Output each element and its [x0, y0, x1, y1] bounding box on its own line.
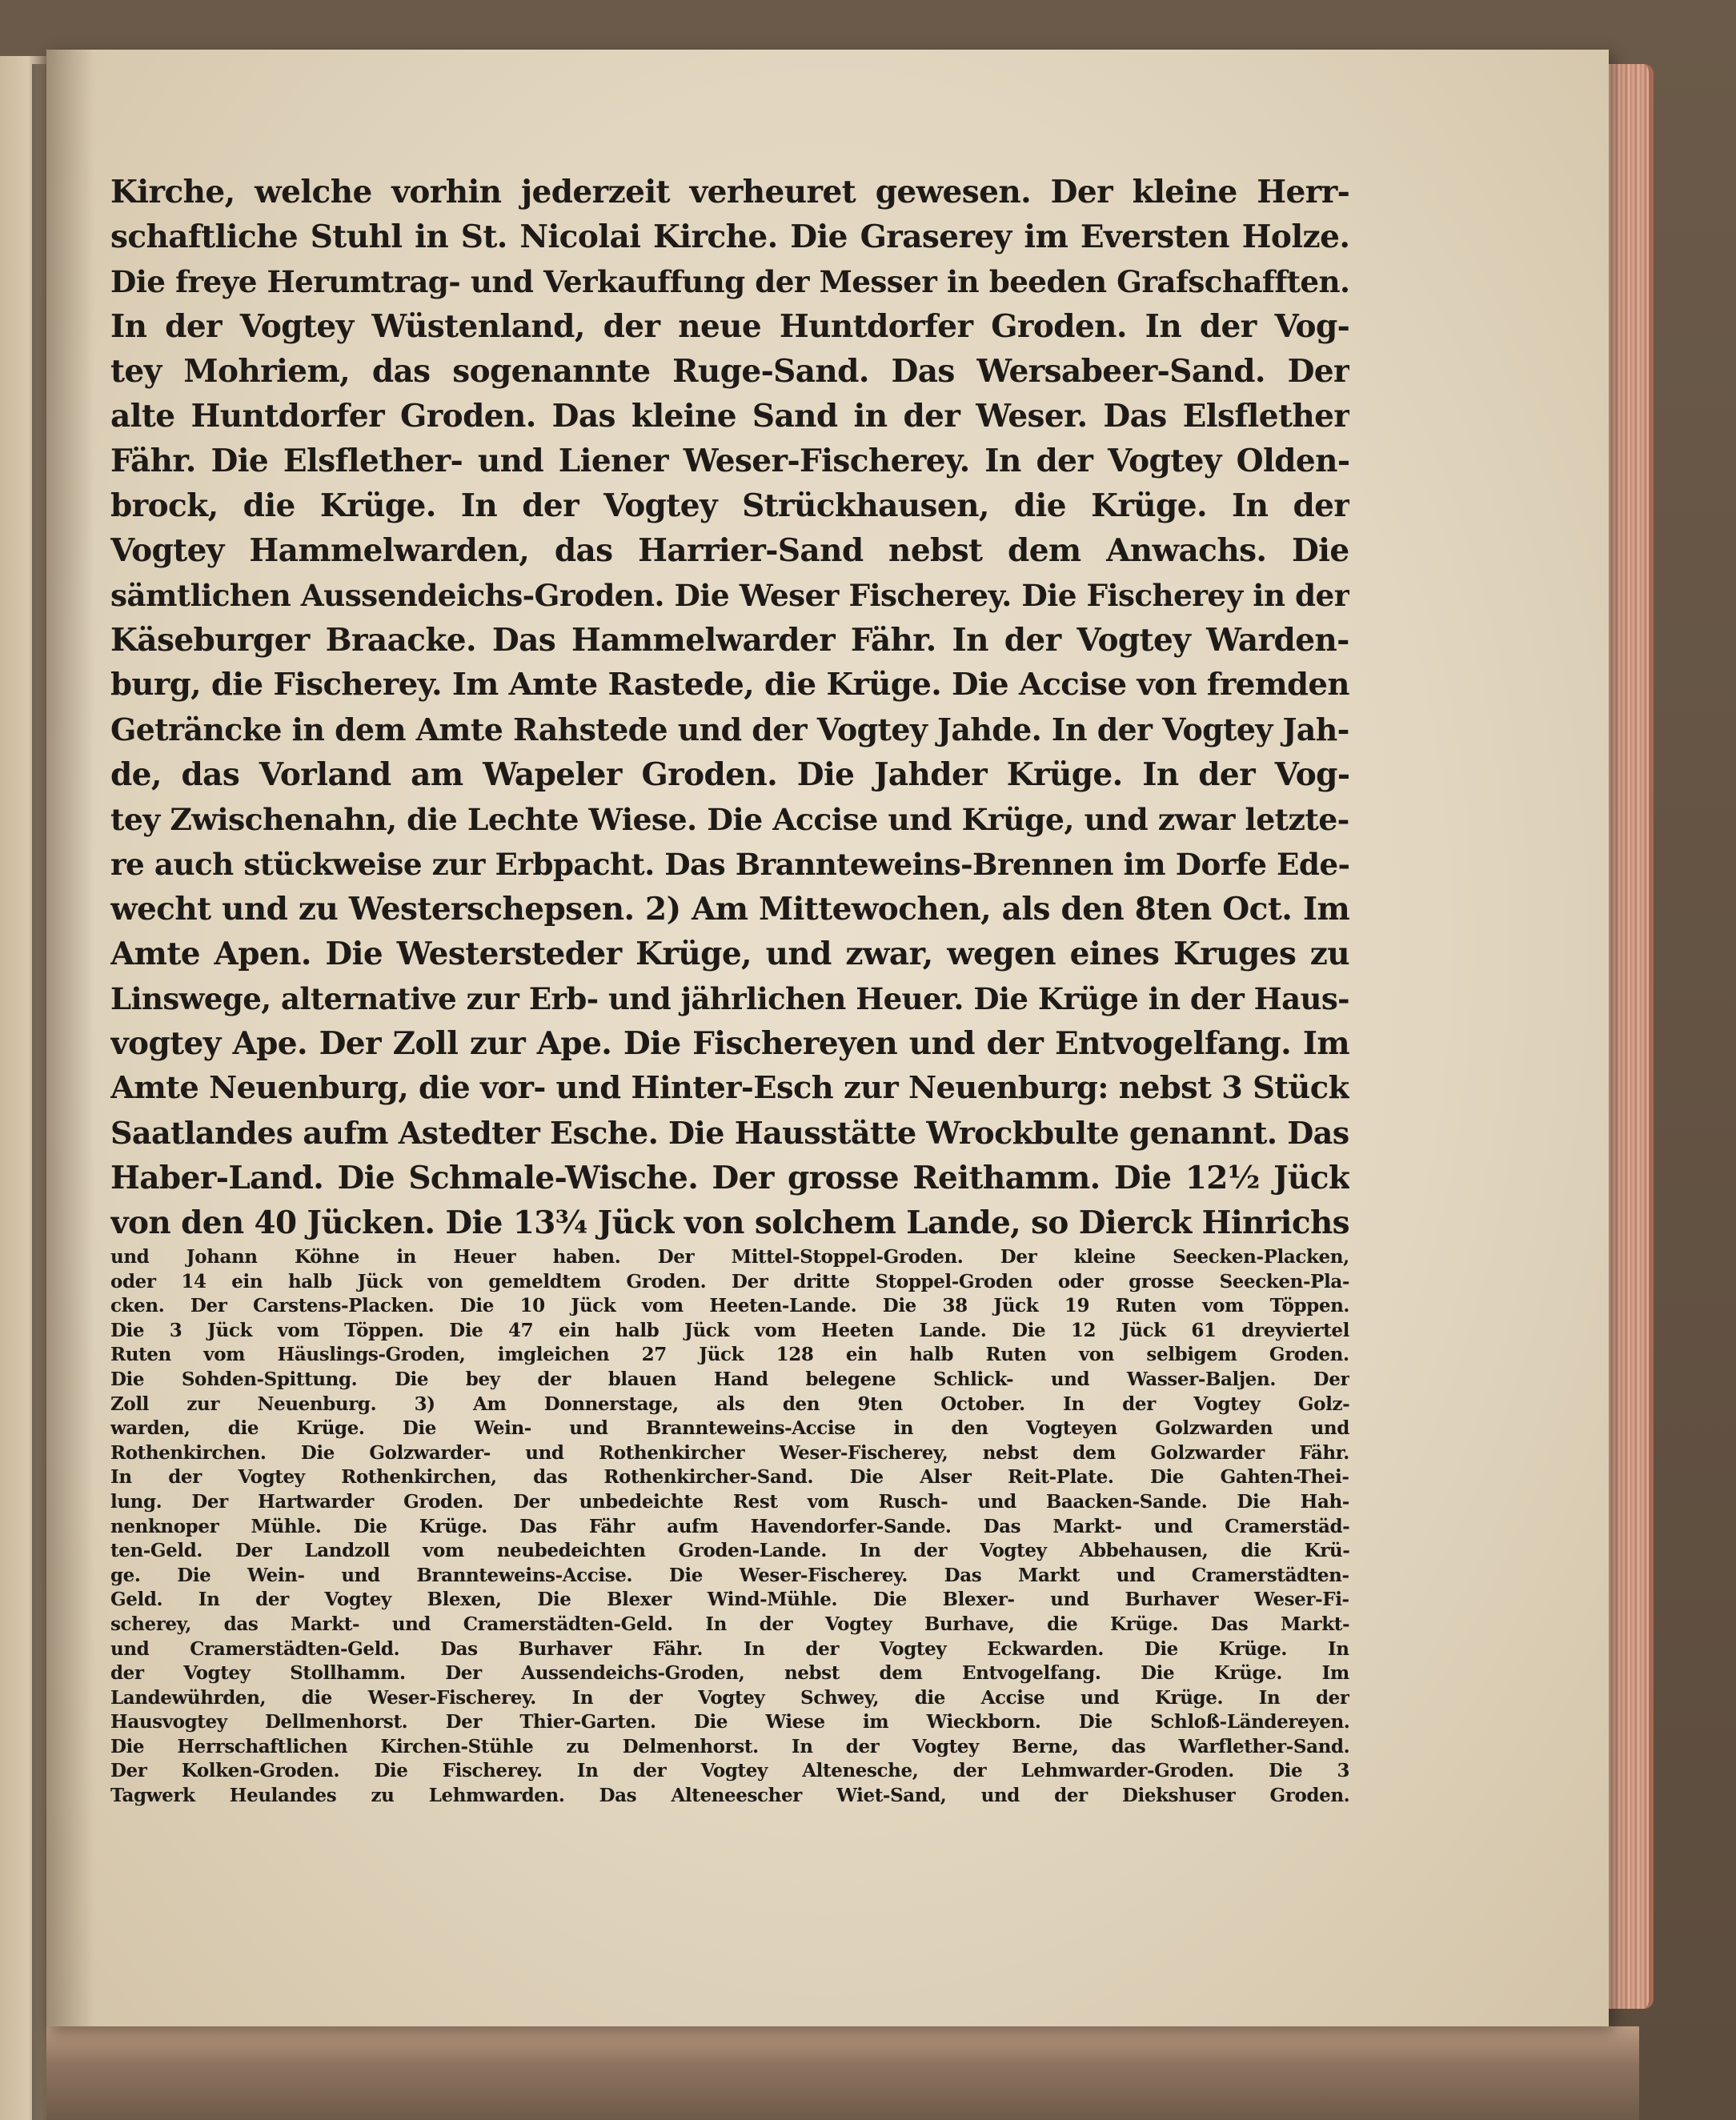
small-text-line: oder 14 ein halb Jück von gemeldtem Groden. Der dritte Stoppel-Groden oder grosse Seecken-Pla-: [110, 1270, 1349, 1292]
small-text-line: Hausvogtey Dellmenhorst. Der Thier-Garten. Die Wiese im Wieckborn. Die Schloß-Ländereyen.: [110, 1711, 1349, 1733]
small-text-line: Rothenkirchen. Die Golzwarder- und Rothenkircher Weser-Fischerey, nebst dem Golzwarder Fähr.: [110, 1441, 1349, 1464]
small-text-line: und Johann Köhne in Heuer haben. Der Mittel-Stoppel-Groden. Der kleine Seecken-Placken,: [110, 1246, 1349, 1268]
small-text-line: ge. Die Wein- und Brannteweins-Accise. Die Weser-Fischerey. Das Markt und Cramerstädten-: [110, 1564, 1349, 1586]
small-text-line: Ruten vom Häuslings-Groden, imgleichen 27 Jück 128 ein halb Ruten von selbigem Groden.: [110, 1344, 1349, 1366]
text-line: Vogtey Hammelwarden, das Harrier-Sand nebst dem Anwachs. Die: [110, 532, 1349, 569]
small-text-line: cken. Der Carstens-Placken. Die 10 Jück vom Heeten-Lande. Die 38 Jück 19 Ruten vom Töppen.: [110, 1295, 1349, 1317]
text-line: Saatlandes aufm Astedter Esche. Die Hausstätte Wrockbulte genannt. Das: [110, 1115, 1349, 1151]
small-text-line: und Cramerstädten-Geld. Das Burhaver Fähr. In der Vogtey Eckwarden. Die Krüge. In: [110, 1637, 1349, 1660]
text-line: alte Huntdorfer Groden. Das kleine Sand in der Weser. Das Elsflether: [110, 398, 1349, 435]
text-line: Linswege, alternative zur Erb- und jährlichen Heuer. Die Krüge in der Haus-: [110, 981, 1349, 1016]
small-text-line: Geld. In der Vogtey Blexen, Die Blexer Wind-Mühle. Die Blexer- und Burhaver Weser-Fi-: [110, 1589, 1349, 1611]
text-line: tey Zwischenahn, die Lechte Wiese. Die Accise und Krüge, und zwar letzte-: [110, 802, 1349, 837]
small-text-line: der Vogtey Stollhamm. Der Aussendeichs-Groden, nebst dem Entvogelfang. Die Krüge. Im: [110, 1662, 1349, 1685]
small-text-line: Die Herrschaftlichen Kirchen-Stühle zu Delmenhorst. In der Vogtey Berne, das Warflether-Sand.: [110, 1735, 1349, 1757]
small-text-line: Tagwerk Heulandes zu Lehmwarden. Das Alteneescher Wiet-Sand, und der Diekshuser Groden.: [110, 1785, 1349, 1807]
text-line: wecht und zu Westerschepsen. 2) Am Mittewochen, als den 8ten Oct. Im: [110, 891, 1349, 928]
small-text-line: Zoll zur Neuenburg. 3) Am Donnerstage, als den 9ten October. In der Vogtey Golz-: [110, 1393, 1349, 1415]
text-line: vogtey Ape. Der Zoll zur Ape. Die Fischereyen und der Entvogelfang. Im: [110, 1025, 1349, 1062]
text-line: Haber-Land. Die Schmale-Wische. Der grosse Reithamm. Die 12½ Jück: [110, 1160, 1349, 1196]
text-line: schaftliche Stuhl in St. Nicolai Kirche. Die Graserey im Eversten Holze.: [110, 218, 1349, 255]
small-text-line: ten-Geld. Der Landzoll vom neubedeichten Groden-Lande. In der Vogtey Abbehausen, die Krü-: [110, 1540, 1349, 1562]
small-text-line: lung. Der Hartwarder Groden. Der unbedeichte Rest vom Rusch- und Baacken-Sande. Die Hah-: [110, 1490, 1349, 1513]
text-line: In der Vogtey Wüstenland, der neue Huntdorfer Groden. In der Vog-: [110, 308, 1349, 345]
text-line: re auch stückweise zur Erbpacht. Das Brannteweins-Brennen im Dorfe Ede-: [110, 847, 1349, 882]
text-line: burg, die Fischerey. Im Amte Rastede, die Krüge. Die Accise von fremden: [110, 667, 1349, 703]
text-line: sämtlichen Aussendeichs-Groden. Die Weser Fischerey. Die Fischerey in der: [110, 578, 1349, 613]
text-line: Amte Apen. Die Westersteder Krüge, und zwar, wegen eines Kruges zu: [110, 936, 1349, 972]
text-line: brock, die Krüge. In der Vogtey Strückhausen, die Krüge. In der: [110, 487, 1349, 524]
text-line: Amte Neuenburg, die vor- und Hinter-Esch zur Neuenburg: nebst 3 Stück: [110, 1070, 1349, 1106]
text-line: Fähr. Die Elsflether- und Liener Weser-Fischerey. In der Vogtey Olden-: [110, 443, 1349, 479]
small-text-line: scherey, das Markt- und Cramerstädten-Geld. In der Vogtey Burhave, die Krüge. Das Markt-: [110, 1613, 1349, 1635]
small-text-line: In der Vogtey Rothenkirchen, das Rothenkircher-Sand. Die Alser Reit-Plate. Die Gahten-Thei-: [110, 1466, 1349, 1489]
text-line: tey Mohriem, das sogenannte Ruge-Sand. Das Wersabeer-Sand. Der: [110, 353, 1349, 390]
small-text-line: Die 3 Jück vom Töppen. Die 47 ein halb Jück vom Heeten Lande. Die 12 Jück 61 dreyviertel: [110, 1319, 1349, 1341]
small-text-line: Landewührden, die Weser-Fischerey. In der Vogtey Schwey, die Accise und Krüge. In der: [110, 1686, 1349, 1709]
page-gutter: [46, 50, 94, 2026]
small-text-line: Die Sohden-Spittung. Die bey der blauen Hand belegene Schlick- und Wasser-Baljen. Der: [110, 1368, 1349, 1390]
text-line: von den 40 Jücken. Die 13¾ Jück von solchem Lande, so Dierck Hinrichs: [110, 1204, 1349, 1241]
book-bottom-edge: [46, 2026, 1639, 2120]
small-text-line: Der Kolken-Groden. Die Fischerey. In der Vogtey Altenesche, der Lehmwarder-Groden. Die 3: [110, 1760, 1349, 1782]
text-line: Die freye Herumtrag- und Verkauffung der Messer in beeden Grafschafften.: [110, 264, 1349, 299]
text-line: Geträncke in dem Amte Rahstede und der Vogtey Jahde. In der Vogtey Jah-: [110, 711, 1349, 747]
text-line: Käseburger Braacke. Das Hammelwarder Fähr. In der Vogtey Warden-: [110, 622, 1349, 659]
small-text-line: nenknoper Mühle. Die Krüge. Das Fähr aufm Havendorfer-Sande. Das Markt- und Cramerstäd-: [110, 1515, 1349, 1537]
text-line: Kirche, welche vorhin jederzeit verheuret gewesen. Der kleine Herr-: [110, 174, 1349, 210]
small-text-line: warden, die Krüge. Die Wein- und Brannteweins-Accise in den Vogteyen Golzwarden und: [110, 1417, 1349, 1440]
text-line: de, das Vorland am Wapeler Groden. Die Jahder Krüge. In der Vog-: [110, 756, 1349, 793]
text-block: [110, 170, 1349, 1809]
